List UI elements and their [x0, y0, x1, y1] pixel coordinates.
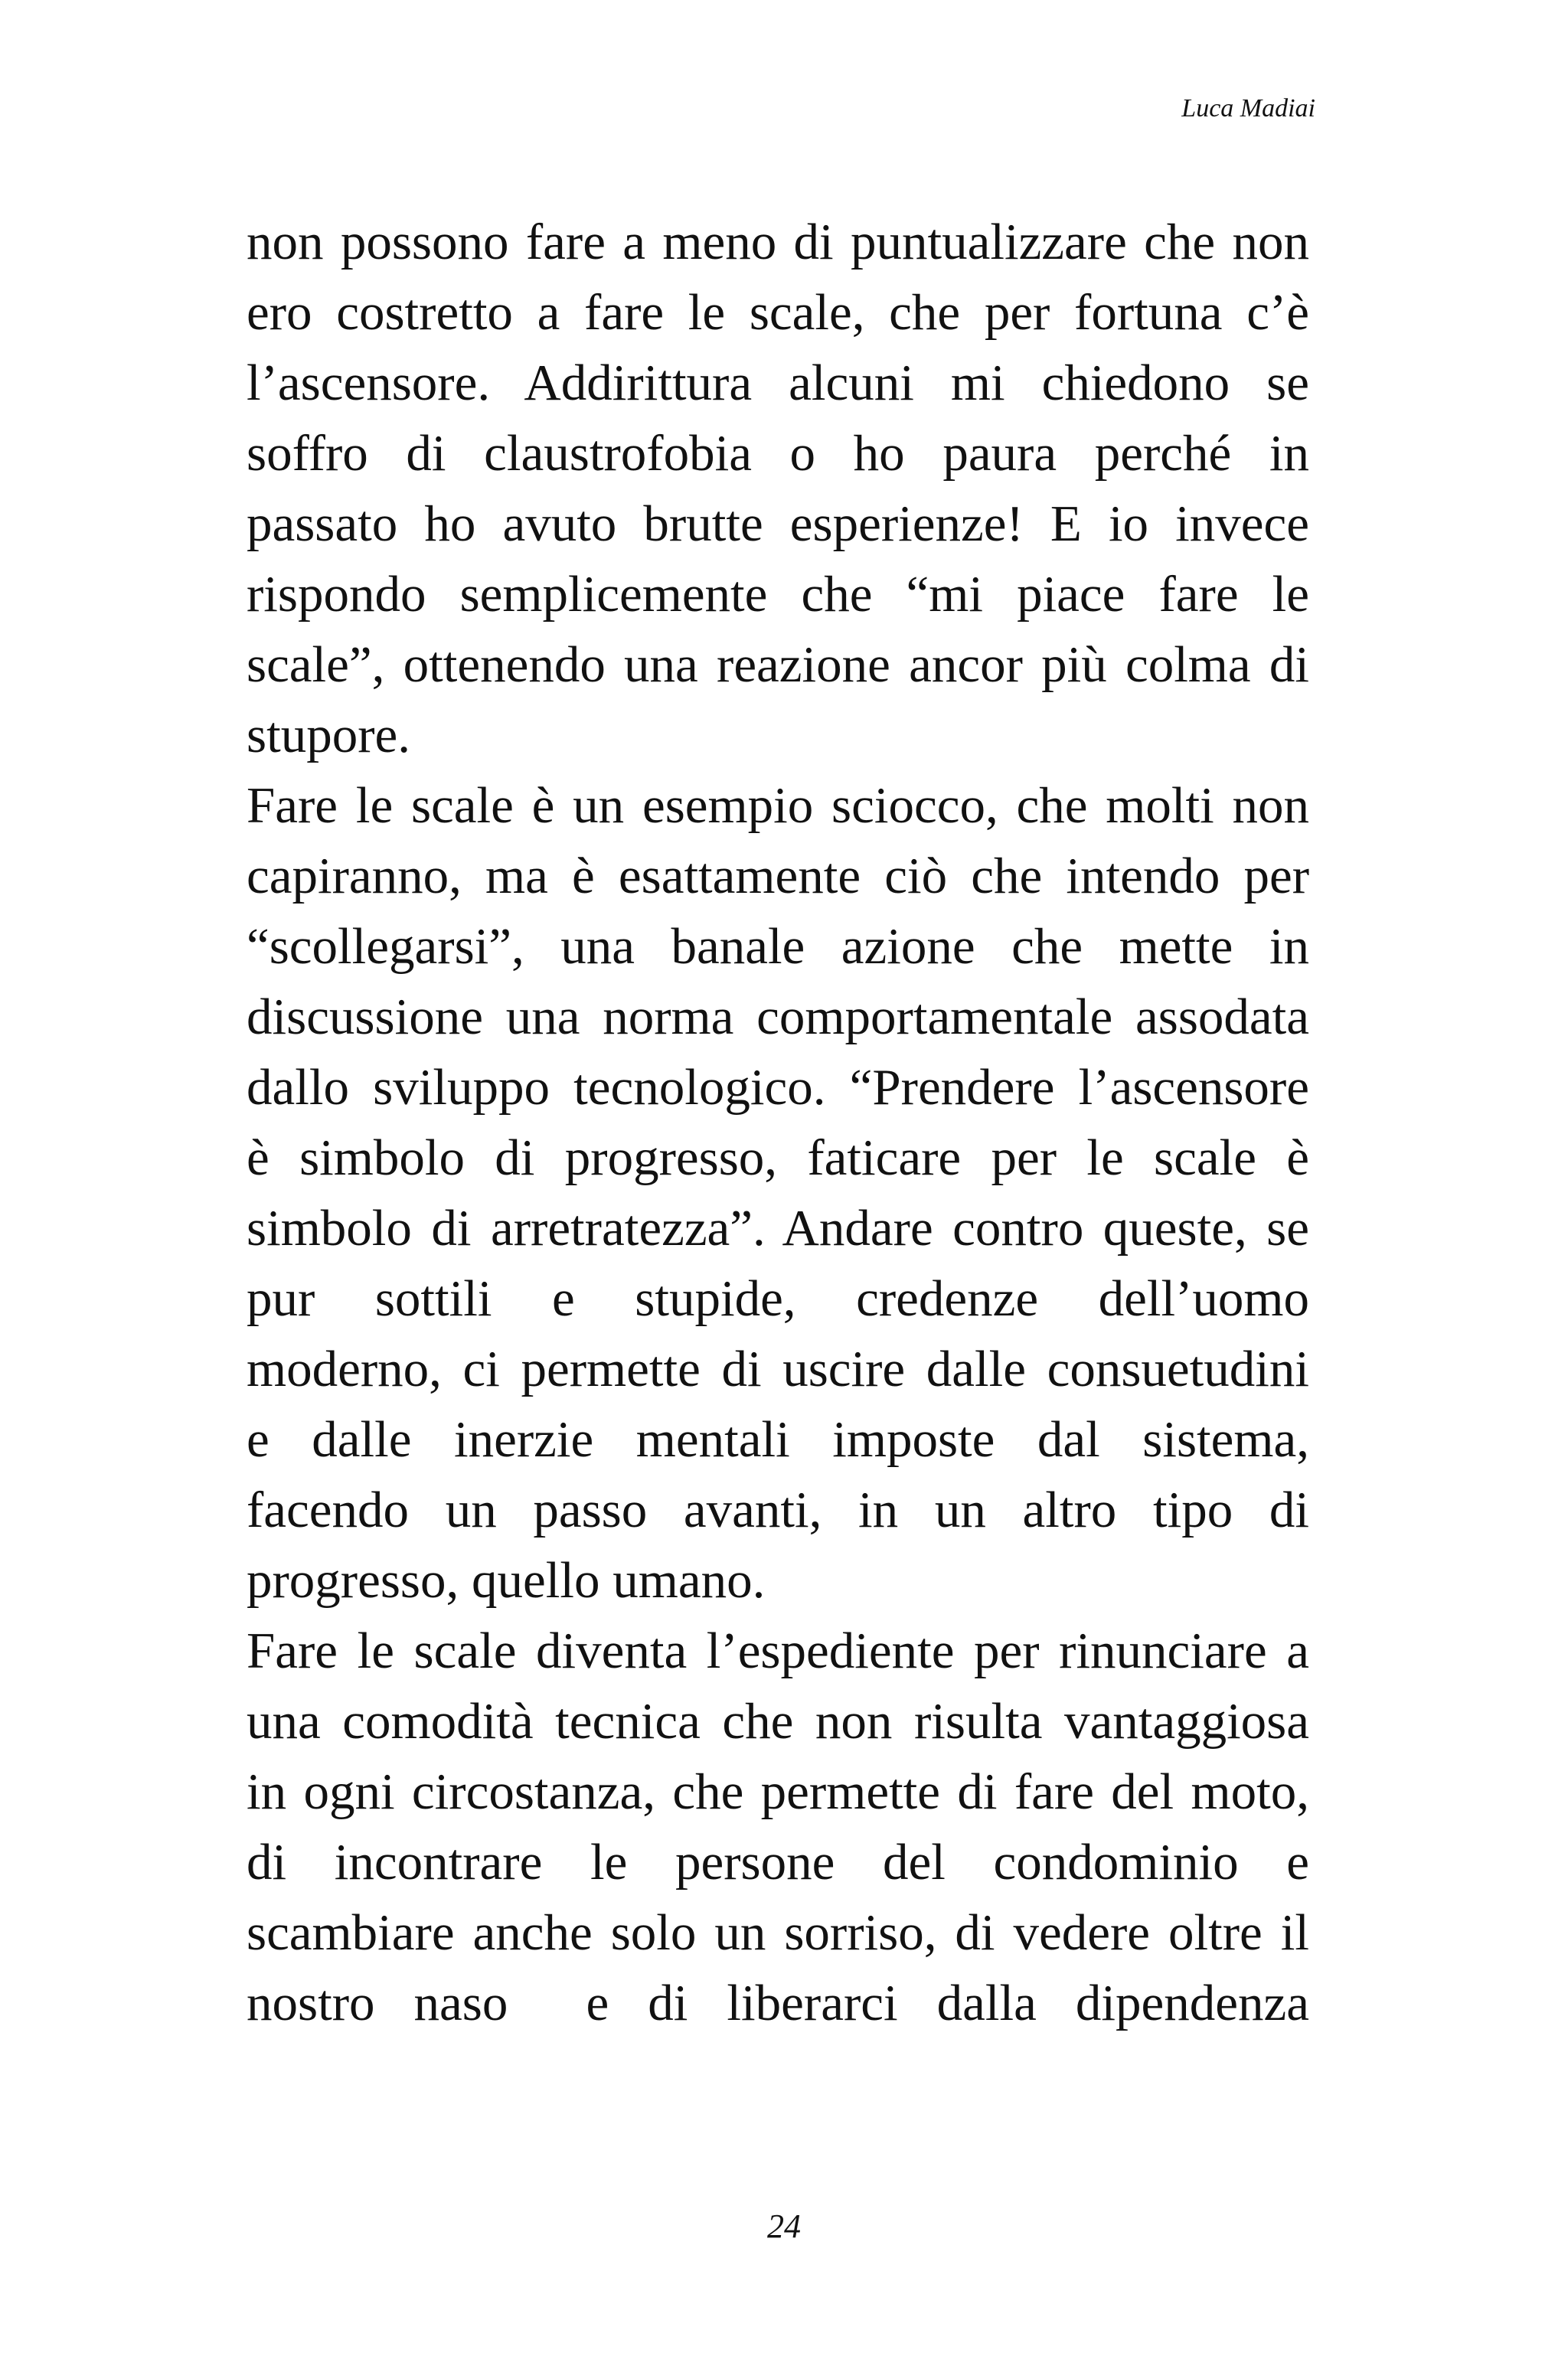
paragraph — [247, 1616, 1309, 2038]
text-line: passato ho avuto brutte esperienze! E io invece — [247, 495, 1309, 552]
text-line: e dalle inerzie mentali imposte dal sistema, — [247, 1411, 1309, 1468]
text-line: progresso, quello umano. — [247, 1552, 766, 1609]
paragraph — [247, 770, 1309, 1616]
page-number: 24 — [767, 2208, 801, 2245]
text-line: Fare le scale è un esempio sciocco, che molti non — [247, 777, 1309, 834]
text-line: nostro naso e di liberarci dalla dipendenza — [247, 1975, 1309, 2031]
text-line: l’ascensore. Addirittura alcuni mi chiedono se — [247, 355, 1309, 411]
text-line: dallo sviluppo tecnologico. “Prendere l’ascensore — [247, 1059, 1309, 1116]
text-line: è simbolo di progresso, faticare per le scale è — [247, 1129, 1309, 1186]
text-line: ero costretto a fare le scale, che per fortuna c’è — [247, 284, 1309, 341]
text-line: in ogni circostanza, che permette di fare del moto, — [247, 1763, 1309, 1820]
text-line: pur sottili e stupide, credenze dell’uomo — [247, 1270, 1309, 1327]
body-text — [247, 207, 1309, 2038]
text-line: facendo un passo avanti, in un altro tipo di — [247, 1482, 1309, 1538]
text-line: soffro di claustrofobia o ho paura perché in — [247, 425, 1309, 482]
text-line: non possono fare a meno di puntualizzare che non — [247, 214, 1309, 270]
text-line: Fare le scale diventa l’espediente per rinunciare a — [247, 1623, 1309, 1679]
text-line: scale”, ottenendo una reazione ancor più colma di — [247, 636, 1309, 693]
text-line: capiranno, ma è esattamente ciò che intendo per — [247, 848, 1309, 904]
text-line: “scollegarsi”, una banale azione che mette in — [247, 918, 1309, 975]
text-line: moderno, ci permette di uscire dalle consuetudini — [247, 1341, 1309, 1397]
paragraph — [247, 207, 1309, 770]
text-line: di incontrare le persone del condominio e — [247, 1834, 1309, 1891]
text-line: una comodità tecnica che non risulta vantaggiosa — [247, 1693, 1309, 1750]
running-header-author: Luca Madiai — [1181, 94, 1315, 123]
text-line: rispondo semplicemente che “mi piace fare le — [247, 566, 1309, 623]
text-line: discussione una norma comportamentale assodata — [247, 989, 1309, 1045]
text-line: simbolo di arretratezza”. Andare contro queste, se — [247, 1200, 1309, 1257]
text-line: stupore. — [247, 707, 410, 763]
text-line: scambiare anche solo un sorriso, di vedere oltre il — [247, 1904, 1309, 1961]
